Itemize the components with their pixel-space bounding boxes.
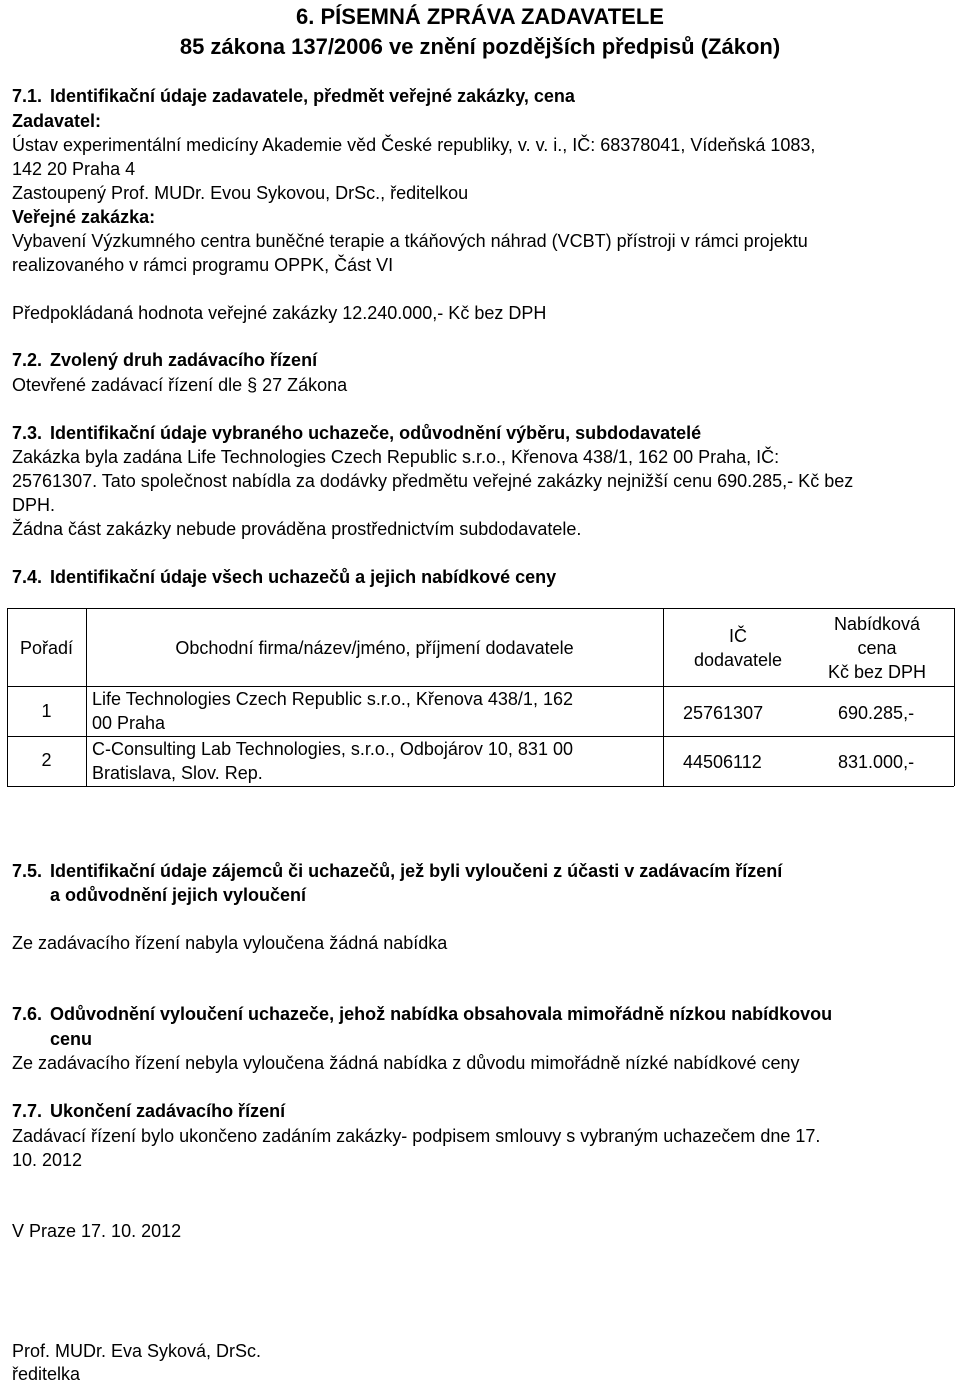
- place-date: V Praze 17. 10. 2012: [12, 1221, 182, 1241]
- ukonceni-line: 10. 2012: [12, 1150, 83, 1170]
- cell-firma: 00 Praha: [92, 713, 166, 733]
- section-number: 7.3.: [12, 423, 43, 443]
- col-header-ic: IČ: [729, 626, 747, 646]
- section-7-2-heading: [12, 350, 317, 372]
- section-number: 7.7.: [12, 1101, 43, 1121]
- section-title: Identifikační údaje vybraného uchazeče, odůvodnění výběru, subdodavatelé: [50, 423, 702, 443]
- col-header-firma: Obchodní firma/název/jméno, příjmení dodavatele: [175, 638, 574, 658]
- document-subtitle: 85 zákona 137/2006 ve znění pozdějších předpisů (Zákon): [179, 34, 781, 59]
- section-number: 7.2.: [12, 350, 43, 370]
- section-title: Identifikační údaje všech uchazečů a jejich nabídkové ceny: [50, 567, 557, 587]
- zadavatel-line: Ústav experimentální medicíny Akademie věd České republiky, v. v. i., IČ: 68378041, Vídeňská 1083,: [12, 135, 816, 155]
- section-7-5-heading-cont: a odůvodnění jejich vyloučení: [50, 885, 307, 905]
- cell-firma: C-Consulting Lab Technologies, s.r.o., Odbojárov 10, 831 00: [92, 739, 573, 759]
- section-title: Ukončení zadávacího řízení: [50, 1101, 286, 1121]
- zadavatel-line: 142 20 Praha 4: [12, 159, 136, 179]
- section-title: Odůvodnění vyloučení uchazeče, jehož nabídka obsahovala mimořádně nízkou nabídkovou: [50, 1004, 833, 1024]
- col-header-cena: Kč bez DPH: [827, 662, 927, 682]
- predpokladana-hodnota: Předpokládaná hodnota veřejné zakázky 12.240.000,- Kč bez DPH: [12, 303, 547, 323]
- section-title: Identifikační údaje zadavatele, předmět veřejné zakázky, cena: [50, 86, 575, 106]
- zakazka-label: Veřejné zakázka:: [12, 207, 156, 227]
- cell-ic: 44506112: [683, 752, 762, 772]
- section-number: 7.1.: [12, 86, 43, 106]
- col-header-cena: Nabídková: [833, 614, 921, 634]
- section-title: Zvolený druh zadávacího řízení: [50, 350, 318, 370]
- zakazka-line: realizovaného v rámci programu OPPK, Část VI: [12, 255, 394, 275]
- section-number: 7.5.: [12, 861, 43, 881]
- section-title: Identifikační údaje zájemců či uchazečů, jež byli vyloučeni z účasti v zadávacím řízení: [50, 861, 783, 881]
- section-7-7-heading: [12, 1101, 285, 1123]
- section-number: 7.4.: [12, 567, 43, 587]
- ukonceni-line: Zadávací řízení bylo ukončeno zadáním zakázky- podpisem smlouvy s vybraným uchazečem dne 17.: [12, 1126, 821, 1146]
- druh-rizeni: Otevřené zadávací řízení dle § 27 Zákona: [12, 375, 348, 395]
- nizka-cena-text: Ze zadávacího řízení nebyla vyloučena žádná nabídka z důvodu mimořádně nízké nabídkové ceny: [12, 1053, 800, 1073]
- cell-ic: 25761307: [683, 703, 764, 723]
- cell-firma: Bratislava, Slov. Rep.: [92, 763, 263, 783]
- cell-firma: Life Technologies Czech Republic s.r.o., Křenova 438/1, 162: [92, 689, 573, 709]
- section-7-4-heading: [12, 567, 556, 589]
- section-7-1-heading: [12, 86, 575, 108]
- section-7-6-heading: [12, 1004, 832, 1026]
- zakazka-line: Vybavení Výzkumného centra buněčné terapie a tkáňových náhrad (VCBT) přístroji v rámci projektu: [12, 231, 808, 251]
- zadavatel-line: Zastoupený Prof. MUDr. Evou Sykovou, DrSc., ředitelkou: [12, 183, 469, 203]
- uchazec-line: Zakázka byla zadána Life Technologies Czech Republic s.r.o., Křenova 438/1, 162 00 Praha, IČ:: [12, 447, 780, 467]
- cell-cena: 831.000,-: [838, 752, 915, 772]
- uchazec-line: 25761307. Tato společnost nabídla za dodávky předmětu veřejné zakázky nejnižší cenu 690.285,- Kč bez: [12, 471, 854, 491]
- col-header-poradi: Pořadí: [19, 638, 74, 658]
- col-header-cena: cena: [857, 638, 897, 658]
- signatory-role: ředitelka: [12, 1364, 81, 1384]
- cell-poradi: 1: [41, 701, 52, 721]
- section-7-5-heading: [12, 861, 782, 883]
- section-number: 7.6.: [12, 1004, 43, 1024]
- section-7-6-heading-cont: cenu: [50, 1029, 93, 1049]
- cell-cena: 690.285,-: [838, 703, 915, 723]
- col-header-ic: dodavatele: [693, 650, 783, 670]
- uchazec-line: DPH.: [12, 495, 56, 515]
- document-title: 6. PÍSEMNÁ ZPRÁVA ZADAVATELE: [296, 4, 664, 29]
- section-7-3-heading: [12, 423, 701, 445]
- cell-poradi: 2: [41, 750, 52, 770]
- zadavatel-label: Zadavatel:: [12, 111, 102, 131]
- signatory-name: Prof. MUDr. Eva Syková, DrSc.: [12, 1341, 262, 1361]
- vylouceni-text: Ze zadávacího řízení nabyla vyloučena žádná nabídka: [12, 933, 448, 953]
- subdodavatel-line: Žádna část zakázky nebude prováděna prostřednictvím subdodavatele.: [12, 519, 582, 539]
